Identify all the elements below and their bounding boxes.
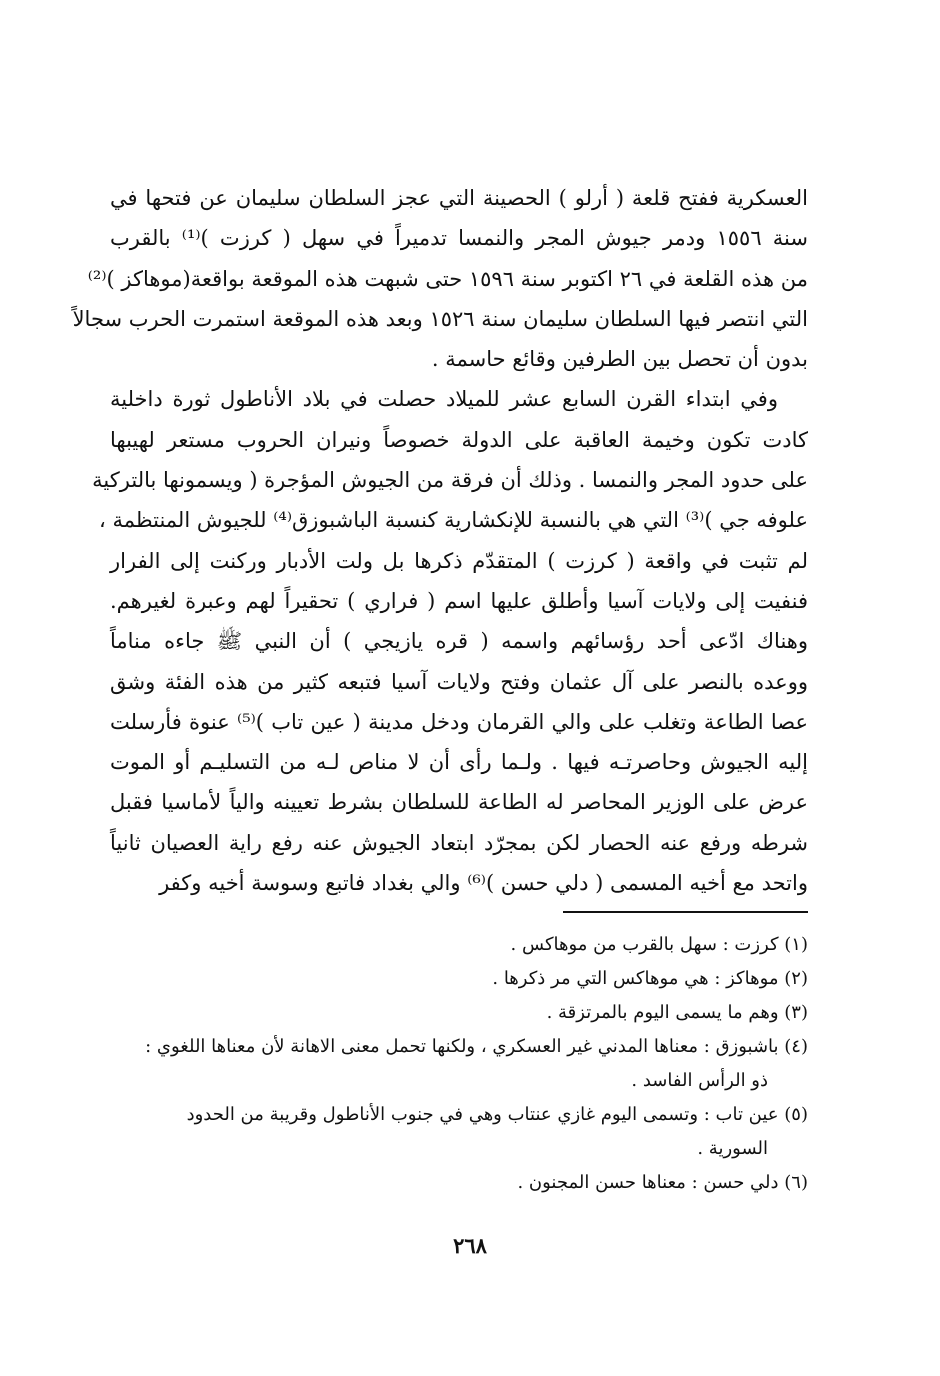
text-line: علوفه جي )⁽³⁾ التي هي بالنسبة للإنكشارية كنسبة الباشبوزق⁽⁴⁾ للجيوش المنتظمة ، <box>99 508 808 533</box>
footnote-text: (٦) دلي حسن : معناها حسن المجنون . <box>517 1172 808 1193</box>
footnote <box>110 1166 808 1200</box>
text-line: من هذه القلعة في ٢٦ اكتوبر سنة ١٥٩٦ حتى شبهت هذه الموقعة بواقعة(موهاكز )⁽²⁾ <box>87 266 808 291</box>
text-line: على حدود المجر والنمسا . وذلك أن فرقة من الجيوش المؤجرة ( ويسمونها بالتركية <box>92 468 808 493</box>
footnotes <box>110 928 808 1200</box>
text-line: عرض على الوزير المحاصر له الطاعة للسلطان بشرط تعيينه والياً لأماسيا فقبل <box>110 790 808 815</box>
footnote <box>110 1098 808 1166</box>
text-line: التي انتصر فيها السلطان سليمان سنة ١٥٢٦ وبعد هذه الموقعة استمرت الحرب سجالاً <box>72 306 808 331</box>
text-line: سنة ١٥٥٦ ودمر جيوش المجر والنمسا تدميراً في سهل ( كرزت )⁽¹⁾ بالقرب <box>110 226 808 251</box>
text-line: فنفيت إلى ولايات آسيا وأطلق عليها اسم ( فراري ) تحقيراً لهم وعبرة لغيرهم. <box>110 588 808 613</box>
text-line: كادت تكون وخيمة العاقبة على الدولة خصوصاً ونيران الحروب مستعر لهيبها <box>110 427 808 452</box>
text-line: إليه الجيوش وحاصرتـه فيها . ولـما رأى أن لا مناص لـه من التسليـم أو الموت <box>110 750 808 775</box>
page-content <box>72 178 808 1193</box>
main-text <box>72 178 808 903</box>
footnote <box>110 996 808 1030</box>
footnote <box>110 1030 808 1098</box>
text-line: العسكرية ففتح قلعة ( أرلو ) الحصينة التي عجز السلطان سليمان عن فتحها في <box>110 186 808 210</box>
footnote-text: (٢) موهاكز : هي موهاكس التي مر ذكرها . <box>492 968 808 989</box>
footnote-text: (١) كرزت : سهل بالقرب من موهاكس . <box>510 934 808 955</box>
text-line: وفي ابتداء القرن السابع عشر للميلاد حصلت في بلاد الأناطول ثورة داخلية <box>110 387 778 412</box>
footnote-divider <box>563 911 808 913</box>
text-line: وهناك ادّعى أحد رؤسائهم واسمه ( قره يازيجي ) أن النبي ﷺ جاءه مناماً <box>110 629 808 654</box>
text-line: واتحد مع أخيه المسمى ( دلي حسن )⁽⁶⁾ والي بغداد فاتبع وسوسة أخيه وكفر <box>159 871 808 896</box>
text-line: ووعده بالنصر على آل عثمان وفتح ولايات آسيا فتبعه كثير من هذه الفئة وشق <box>110 669 808 694</box>
page-number: ٢٦٨ <box>453 1233 487 1258</box>
footnote-text: (٤) باشبوزق : معناها المدني غير العسكري ، ولكنها تحمل معنى الاهانة لأن معناها اللغوي : <box>145 1036 808 1057</box>
footnote <box>110 928 808 962</box>
text-line: بدون أن تحصل بين الطرفين وقائع حاسمة . <box>431 347 808 372</box>
footnote-text: (٥) عين تاب : وتسمى اليوم غازي عنتاب وهي في جنوب الأناطول وقريبة من الحدود <box>186 1104 808 1125</box>
text-line: شرطه ورفع عنه الحصار لكن بمجرّد ابتعاد الجيوش عنه رفع راية العصيان ثانياً <box>110 830 808 855</box>
footnote-continuation: ذو الرأس الفاسد . <box>631 1070 768 1091</box>
text-line: عصا الطاعة وتغلب على والي القرمان ودخل مدينة ( عين تاب )⁽⁵⁾ عنوة فأرسلت <box>110 709 808 734</box>
text-line: لم تثبت في واقعة ( كرزت ) المتقدّم ذكرها بل ولت الأدبار وركنت إلى الفرار <box>110 548 808 573</box>
footnote-text: (٣) وهم ما يسمى اليوم بالمرتزقة . <box>546 1002 808 1023</box>
footnote-continuation: السورية . <box>697 1138 768 1159</box>
footnote <box>110 962 808 996</box>
